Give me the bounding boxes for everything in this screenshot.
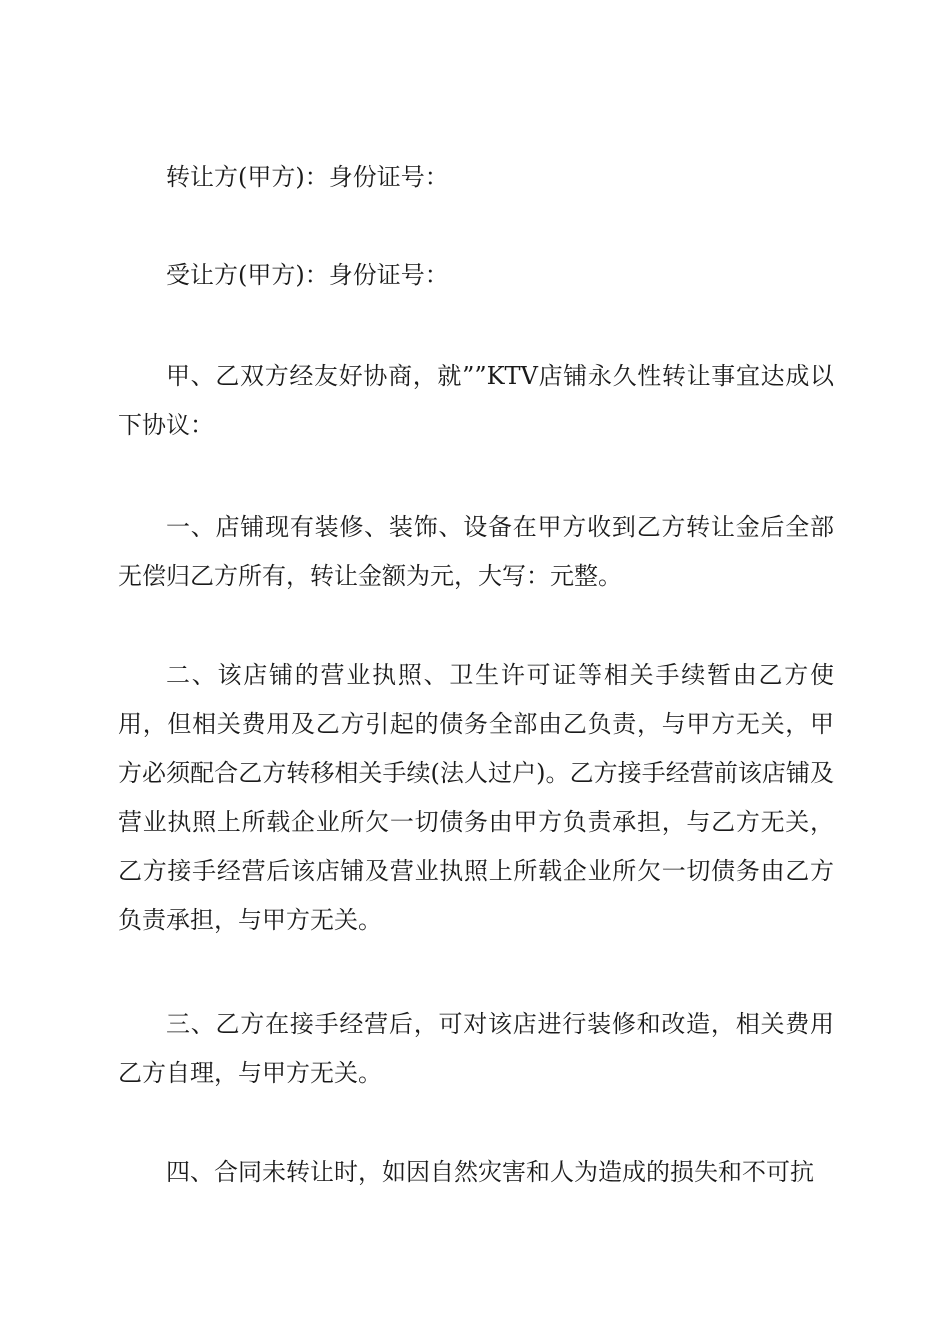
clause-1: 一、店铺现有装修、装饰、设备在甲方收到乙方转让金后全部无偿归乙方所有，转让金额为元，大写：元整。 — [118, 513, 834, 590]
clause-4: 四、合同未转让时，如因自然灾害和人为造成的损失和不可抗 — [166, 1158, 814, 1186]
clause-3: 三、乙方在接手经营后，可对该店进行装修和改造，相关费用乙方自理，与甲方无关。 — [118, 1010, 834, 1087]
clause-2: 二、该店铺的营业执照、卫生许可证等相关手续暂由乙方使用，但相关费用及乙方引起的债务全部由乙负责，与甲方无关，甲方必须配合乙方转移相关手续(法人过户)。乙方接手经营前该店铺及营业执照上所载企业所欠一切债务由甲方负责承担，与乙方无关，乙方接手经营后该店铺及营业执照上所载企业所欠一切债务由乙方负责承担，与甲方无关。 — [118, 661, 834, 934]
agreement-intro: 甲、乙双方经友好协商，就””KTV店铺永久性转让事宜达成以下协议： — [118, 362, 834, 439]
transferee-line: 受让方(甲方)：身份证号： — [166, 261, 449, 289]
transferor-line: 转让方(甲方)：身份证号： — [166, 163, 449, 191]
